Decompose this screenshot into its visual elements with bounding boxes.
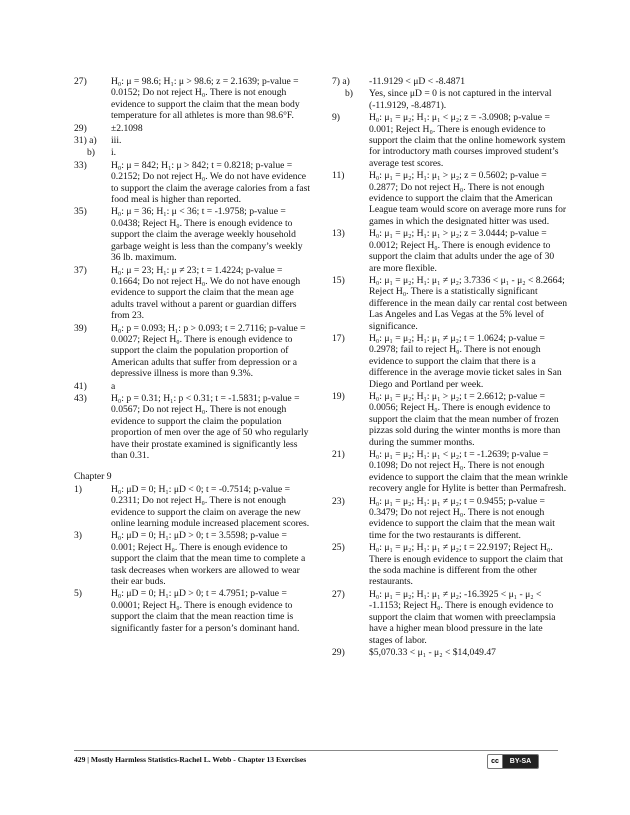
answer-text: H₀: μ₁ = μ₂; H₁: μ₁ > μ₂; z = 3.0444; p-value = 0.0012; Reject H₀. There is enough evidence to support the claim that adults under the age of 30 are more flexible.	[369, 228, 555, 274]
answer-number: 27)	[74, 76, 87, 87]
answer-item	[74, 265, 310, 322]
answer-number: 1)	[74, 483, 82, 495]
answer-item	[332, 275, 568, 332]
answer-item	[74, 135, 310, 146]
answer-item	[332, 112, 568, 169]
answer-number: 25)	[332, 542, 345, 554]
answer-text: Yes, since μD = 0 is not captured in the interval (-11.9129, -8.4871).	[369, 88, 552, 111]
answer-text: H₀: μ₁ = μ₂; H₁: μ₁ ≠ μ₂; t = 0.9455; p-value = 0.3479; Do not reject H₀. There is not enough evidence to support the claim that the mean wait time for the two restaurants is different.	[369, 495, 555, 541]
answer-text: a	[111, 380, 116, 392]
answer-item	[74, 381, 310, 392]
answer-item	[332, 647, 568, 658]
answer-item	[332, 589, 568, 646]
answer-item	[332, 542, 568, 588]
answer-item	[332, 496, 568, 542]
answer-item	[332, 449, 568, 495]
answer-text: ±2.1098	[111, 122, 143, 134]
answer-item	[74, 484, 310, 530]
answer-item	[74, 588, 310, 634]
answer-text: H₀: μ₁ = μ₂; H₁: μ₁ ≠ μ₂; -16.3925 < μ₁ - μ₂ < -1.1153; Reject H₀. There is enough evidence to support the claim that women with preeclampsia have a higher mean blood pressure in the late stages of labor.	[369, 588, 556, 646]
answer-item	[74, 206, 310, 263]
answer-item	[74, 147, 310, 158]
right-column	[332, 76, 568, 659]
answer-text: $5,070.33 < μ₁ - μ₂ < $14,049.47	[369, 646, 496, 658]
license-badge[interactable]	[487, 754, 539, 769]
answer-list-right	[332, 76, 568, 658]
answer-number: 9)	[332, 112, 340, 124]
answer-number: 23)	[332, 495, 345, 507]
answer-list-chapter9	[74, 484, 310, 634]
footer-text: 429 | Mostly Harmless Statistics-Rachel L. Webb - Chapter 13 Exercises	[74, 755, 307, 764]
answer-text: H₀: μ₁ = μ₂; H₁: μ₁ > μ₂; z = 0.5602; p-value = 0.2877; Do not reject H₀. There is not enough evidence to support the claim that the American League team would score on average more runs for games in which the designated hitter was used.	[369, 170, 567, 227]
answer-number: 39)	[74, 322, 87, 334]
answer-item	[74, 393, 310, 461]
chapter-heading: Chapter 9	[74, 471, 112, 483]
cc-icon: cc	[488, 755, 503, 768]
answer-text: H₀: μD = 0; H₁: μD > 0; t = 3.5598; p-value = 0.001; Reject H₀. There is enough evidence to support the claim that the mean time to complete a task decreases when workers are allowed to wear their ear buds.	[111, 530, 306, 588]
answer-number: 43)	[74, 392, 87, 404]
answer-number: 7) a)	[332, 76, 350, 87]
answer-item	[332, 76, 568, 87]
answer-text: H₀: μD = 0; H₁: μD > 0; t = 4.7951; p-value = 0.0001; Reject H₀. There is enough evidence to support the claim that the mean reaction time is significantly faster for a person’s dominant hand.	[111, 588, 300, 634]
answer-item	[332, 228, 568, 274]
answer-number: 11)	[332, 170, 345, 182]
answer-item	[332, 88, 568, 111]
answer-number: 29)	[332, 646, 345, 658]
answer-number: 33)	[74, 159, 87, 171]
page-footer	[74, 750, 558, 764]
answer-text: H₀: μ₁ = μ₂; H₁: μ₁ < μ₂; z = -3.0908; p-value = 0.001; Reject H₀. There is enough evidence to support the claim that the online homework system for introductory math courses improved student’s average test scores.	[369, 112, 566, 169]
answer-text: H₀: μ₁ = μ₂; H₁: μ₁ ≠ μ₂; t = 22.9197; Reject H₀. There is enough evidence to support the claim that the soda machine is different from the other restaurants.	[369, 542, 563, 588]
answer-number: 5)	[74, 588, 82, 600]
answer-number: 35)	[74, 206, 87, 218]
answer-item	[74, 323, 310, 380]
answer-item	[332, 333, 568, 390]
answer-number: b)	[345, 88, 353, 100]
answer-text: H₀: μ₁ = μ₂; H₁: μ₁ < μ₂; t = -1.2639; p-value = 0.1098; Do not reject H₀. There is not enough evidence to support the claim that the mean wrinkle recovery angle for Hylite is better than Permafresh.	[369, 449, 568, 495]
answer-text: iii.	[111, 135, 122, 147]
license-text: BY-SA	[503, 755, 538, 768]
answer-text: H₀: p = 0.31; H₁: p < 0.31; t = -1.5831; p-value = 0.0567; Do not reject H₀. There is not enough evidence to support the claim the population proportion of men over the age of 50 who regularly have their prostate examined is significantly less than 0.31.	[111, 392, 309, 461]
answer-text: H₀: μ = 36; H₁: μ < 36; t = -1.9758; p-value = 0.0438; Reject H₀. There is enough evidence to support the claim the average weekly household garbage weight is less than the company’s weekly 36 lb. maximum.	[111, 206, 303, 264]
answer-text: H₀: μ = 23; H₁: μ ≠ 23; t = 1.4224; p-value = 0.1664; Do not reject H₀. We do not have enough evidence to support the claim that the mean age adults travel without a parent or guardian differs from 23.	[111, 264, 301, 322]
answer-number: 13)	[332, 228, 345, 240]
answer-item	[74, 160, 310, 206]
answer-text: H₀: μ = 98.6; H₁: μ > 98.6; z = 2.1639; p-value = 0.0152; Do not reject H₀. There is not enough evidence to support the claim that the mean body temperature for all athletes is more than 98.6°F.	[111, 76, 300, 122]
answer-number: 41)	[74, 380, 87, 392]
answer-number: 29)	[74, 122, 87, 134]
answer-number: 31) a)	[74, 135, 97, 147]
answer-number: 37)	[74, 264, 87, 276]
answer-number: 17)	[332, 332, 345, 344]
answer-text: H₀: μD = 0; H₁: μD < 0; t = -0.7514; p-value = 0.2311; Do not reject H₀. There is not enough evidence to support the claim on average the new online learning module increased placement scores.	[111, 483, 310, 530]
answer-text: i.	[111, 147, 117, 159]
answer-text: H₀: μ₁ = μ₂; H₁: μ₁ > μ₂; t = 2.6612; p-value = 0.0056; Reject H₀. There is enough evidence to support the claim that the mean number of frozen pizzas sold during the winter months is more than during the summer months.	[369, 390, 561, 448]
answer-text: H₀: μ = 842; H₁: μ > 842; t = 0.8218; p-value = 0.2152; Do not reject H₀. We do not have evidence to support the claim the average calories from a fast food meal is higher than reported.	[111, 159, 310, 206]
answer-number: b)	[87, 147, 95, 159]
answer-number: 15)	[332, 274, 345, 286]
answer-item	[74, 530, 310, 587]
answer-item	[74, 76, 310, 122]
answer-item	[332, 391, 568, 448]
answer-text: H₀: μ₁ = μ₂; H₁: μ₁ ≠ μ₂; t = 1.0624; p-value = 0.2978; fail to reject H₀. There is not enough evidence to support the claim that there is a difference in the average movie ticket sales in San Diego and Portland per week.	[369, 332, 562, 390]
answer-item	[74, 123, 310, 134]
answer-text: H₀: μ₁ = μ₂; H₁: μ₁ ≠ μ₂; 3.7336 < μ₁ - μ₂ < 8.2664; Reject H₀. There is a statistically significant difference in the mean daily car rental cost between Las Angeles and Las Vegas at the 5% level of significance.	[369, 274, 567, 332]
answer-text: -11.9129 < μD < -8.4871	[369, 76, 466, 87]
answer-list-left	[74, 76, 310, 461]
answer-number: 19)	[332, 390, 345, 402]
left-column	[74, 76, 310, 635]
answer-number: 3)	[74, 530, 82, 542]
answer-number: 21)	[332, 449, 345, 460]
answer-number: 27)	[332, 588, 345, 600]
answer-text: H₀: p = 0.093; H₁: p > 0.093; t = 2.7116; p-value = 0.0027; Reject H₀. There is enough evidence to support the claim the population proportion of American adults that suffer from depression or a depressive illness is more than 9.3%.	[111, 322, 306, 380]
answer-item	[332, 170, 568, 227]
